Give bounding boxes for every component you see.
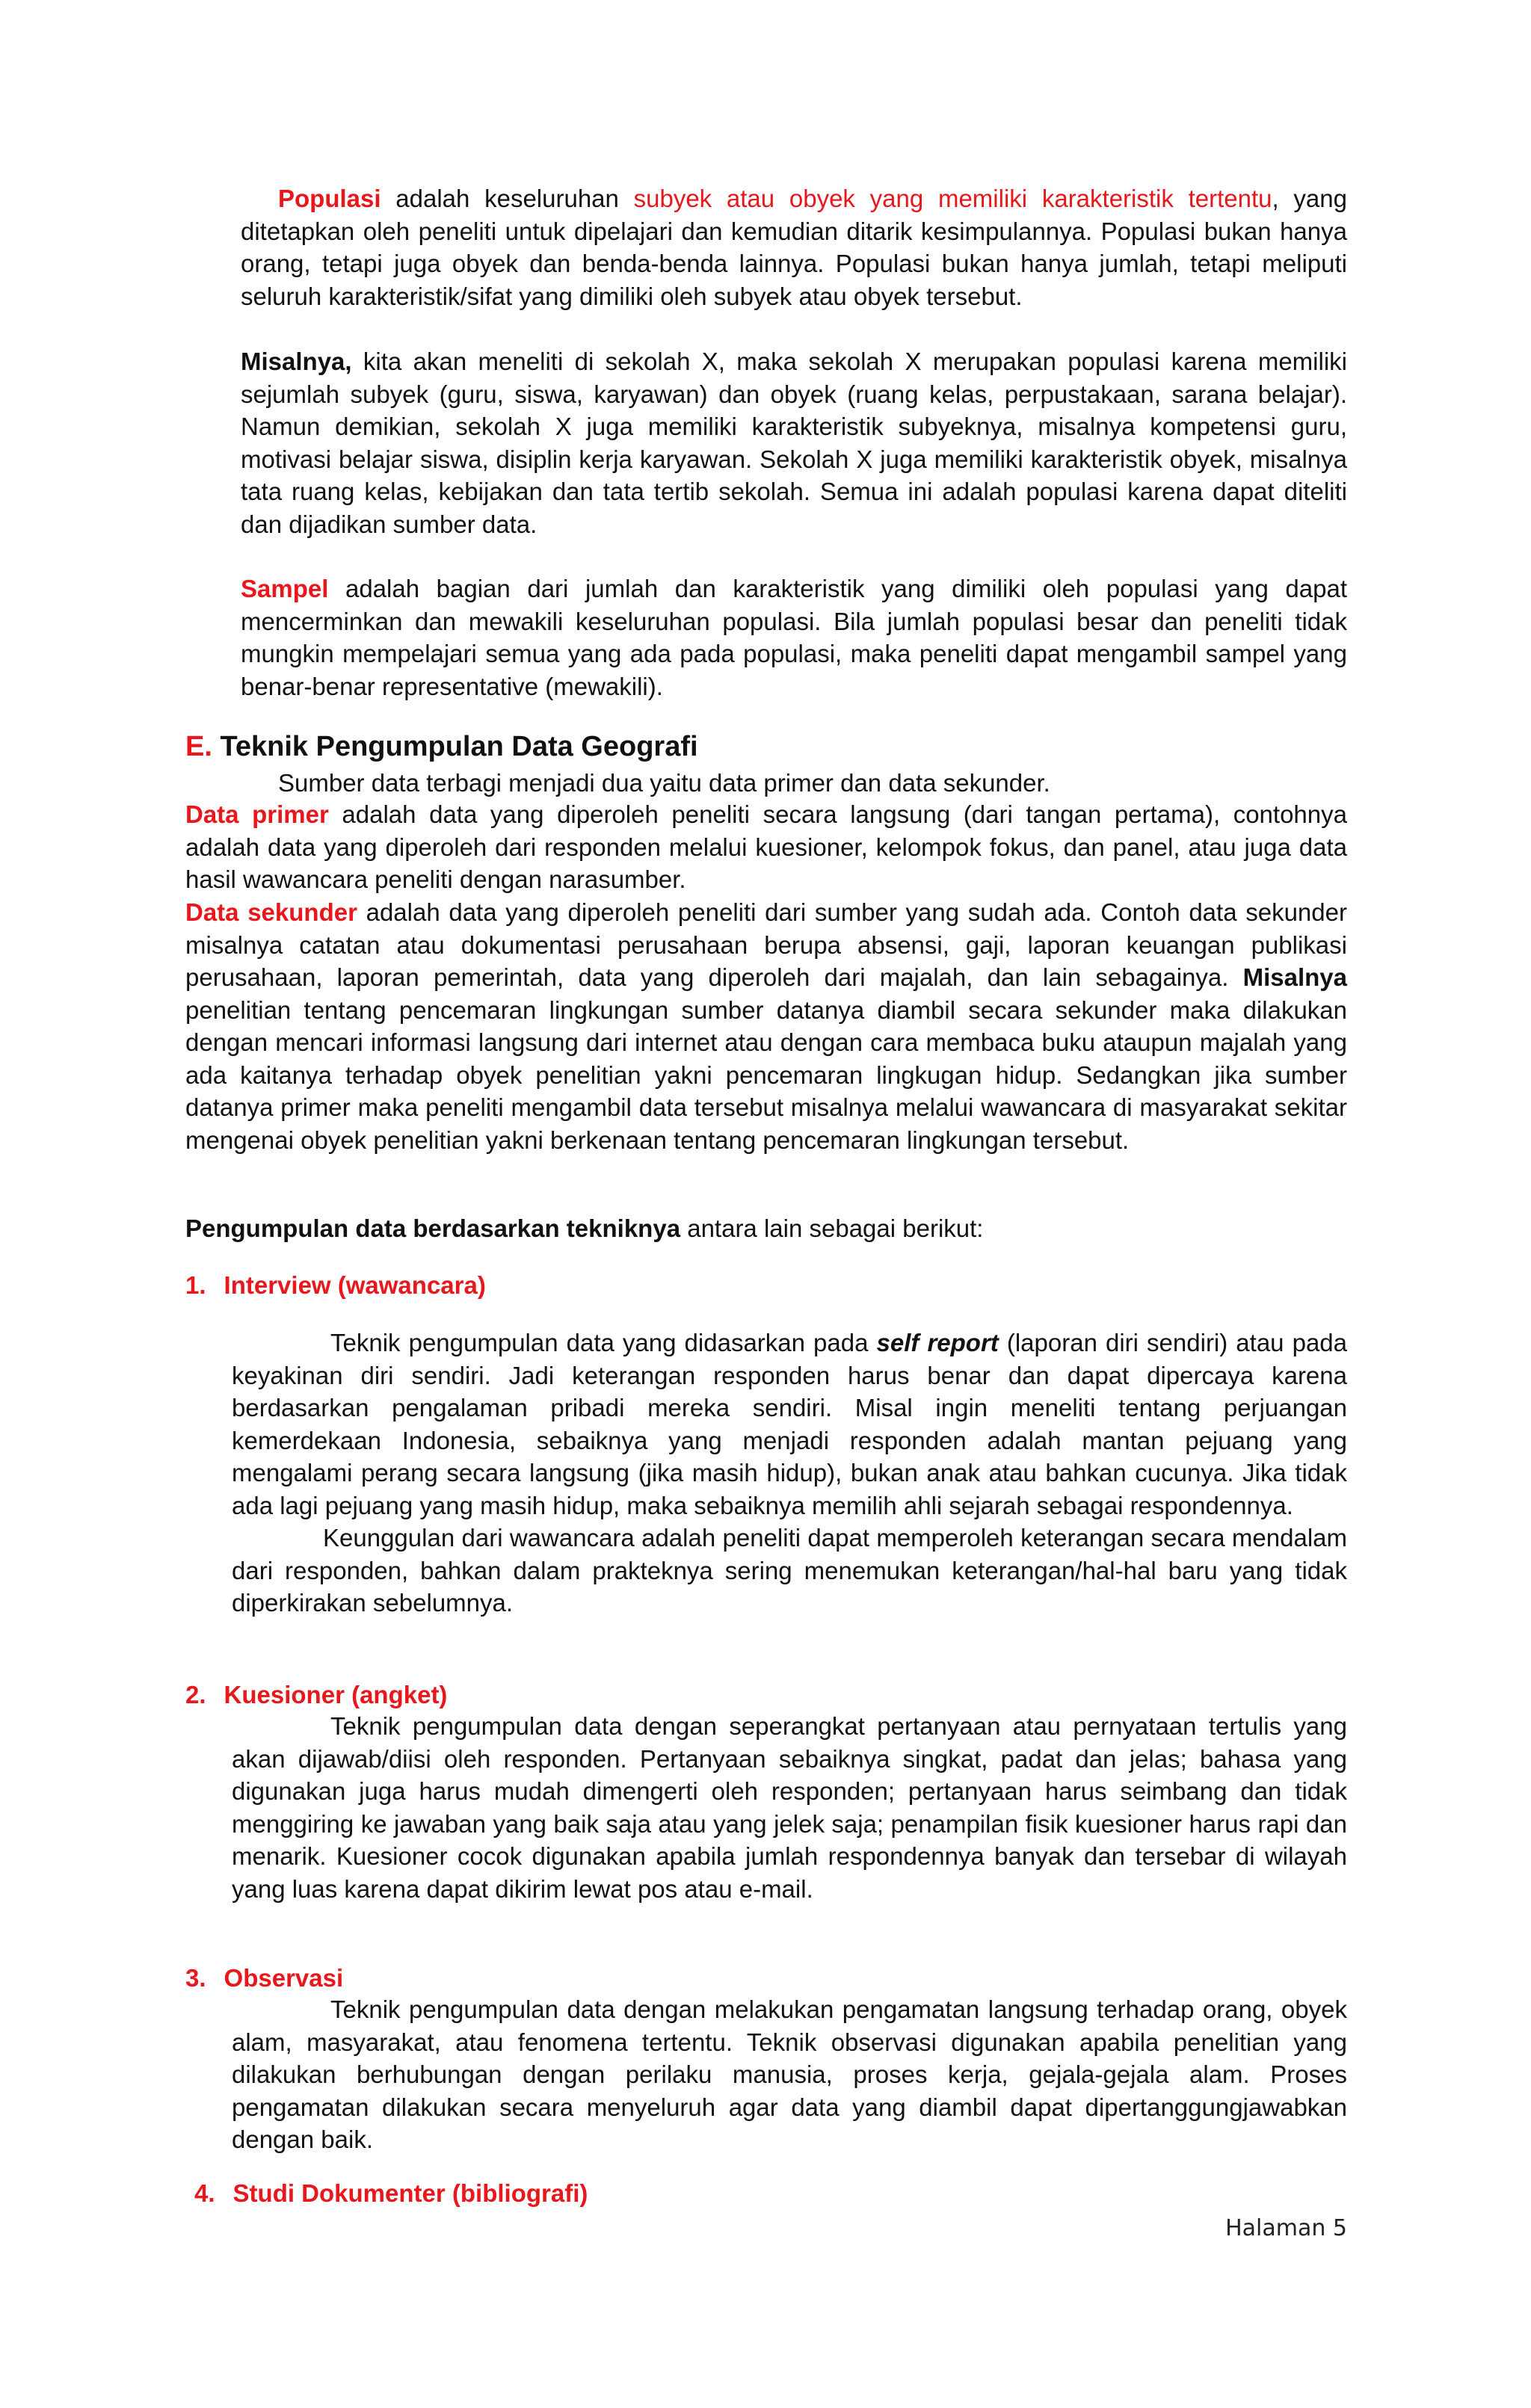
sumber-line: Sumber data terbagi menjadi dua yaitu data primer dan data sekunder. [278, 769, 1050, 797]
section-title: Teknik Pengumpulan Data Geografi [212, 731, 698, 762]
sampel-paragraph: Sampel adalah bagian dari jumlah dan karakteristik yang dimiliki oleh populasi yang dapat mencerminkan dan mewakili keseluruhan populasi. Bila jumlah populasi besar dan peneliti tidak mungkin mempelajari semua yang ada pada populasi, maka peneliti dapat mengambil sampel yang benar-benar representative (mewakili). [241, 575, 1347, 700]
misalnya-paragraph: Misalnya, kita akan meneliti di sekolah X, maka sekolah X merupakan populasi karena memiliki sejumlah subyek (guru, siswa, karyawan) dan obyek (ruang kelas, perpustakaan, sarana belajar). Namun demikian, sekolah X juga memiliki karakteristik subyeknya, misalnya kompetensi guru, motivasi belajar siswa, disiplin kerja karyawan. Sekolah X juga memiliki karakteristik obyek, misalnya tata ruang kelas, kebijakan dan tata tertib sekolah. Semua ini adalah populasi karena dapat diteliti dan dijadikan sumber data. [241, 348, 1347, 538]
populasi-term: Populasi [278, 185, 381, 212]
list-item-2-heading: 2. Kuesioner (angket) [185, 1681, 448, 1708]
page-number: Halaman 5 [1225, 2215, 1347, 2241]
section-e-heading: E. Teknik Pengumpulan Data Geografi [185, 731, 698, 762]
populasi-highlight: subyek atau obyek yang memiliki karakteristik tertentu [633, 185, 1272, 212]
self-report-emphasis: self report [876, 1329, 999, 1356]
list-item-1-heading: 1. Interview (wawancara) [185, 1271, 486, 1299]
populasi-paragraph: Populasi adalah keseluruhan subyek atau obyek yang memiliki karakteristik tertentu, yang ditetapkan oleh peneliti untuk dipelajari dan kemudian ditarik kesimpulannya. Populasi bukan hanya orang, tetapi juga obyek dan benda-benda lainnya. Populasi bukan hanya jumlah, tetapi meliputi seluruh karakteristik/sifat yang dimiliki oleh subyek atau obyek tersebut. [241, 185, 1347, 310]
sekunder-misalnya: Misalnya [1242, 963, 1347, 991]
list-item-2-body: Teknik pengumpulan data dengan seperangkat pertanyaan atau pernyataan tertulis yang akan dijawab/diisi oleh responden. Pertanyaan sebaiknya singkat, padat dan jelas; bahasa yang digunakan juga harus mudah dimengerti oleh responden; pertanyaan harus seimbang dan tidak menggiring ke jawaban yang baik saja atau yang jelek saja; penampilan fisik kuesioner harus rapi dan menarik. Kuesioner cocok digunakan apabila jumlah respondennya banyak dan tersebar di wilayah yang luas karena dapat dikirim lewat pos atau e-mail. [232, 1712, 1347, 1903]
list-item-1-body: Teknik pengumpulan data yang didasarkan pada self report (laporan diri sendiri) atau pada keyakinan diri sendiri. Jadi keterangan responden harus benar dan dapat dipercaya karena berdasarkan pengalaman pribadi mereka sendiri. Misal ingin meneliti tentang perjuangan kemerdekaan Indonesia, sebaiknya yang menjadi responden adalah mantan pejuang yang mengalami perang secara langsung (jika masih hidup), bukan anak atau bahkan cucunya. Jika tidak ada lagi pejuang yang masih hidup, maka sebaiknya memilih ahli sejarah sebagai respondennya. Keunggulan dari wawancara adalah peneliti dapat memperoleh keterangan secara mendalam dari responden, bahkan dalam prakteknya sering menemukan keterangan/hal-hal baru yang tidak diperkirakan sebelumnya. [232, 1329, 1348, 1617]
misalnya-lead: Misalnya, [241, 348, 352, 375]
list-item-3-body: Teknik pengumpulan data dengan melakukan pengamatan langsung terhadap orang, obyek alam, masyarakat, atau fenomena tertentu. Teknik observasi digunakan apabila penelitian yang dilakukan berhubungan dengan perilaku manusia, proses kerja, gejala-gejala alam. Proses pengamatan dilakukan secara menyeluruh agar data yang diambil dapat dipertanggungjawabkan dengan baik. [232, 1995, 1347, 2153]
primer-term: Data primer [185, 800, 329, 828]
data-primer-paragraph: Data primer adalah data yang diperoleh peneliti secara langsung (dari tangan pertama), contohnya adalah data yang diperoleh dari responden melalui kuesioner, kelompok fokus, dan panel, atau juga data hasil wawancara peneliti dengan narasumber. [185, 800, 1347, 893]
list-item-4-heading: 4. Studi Dokumenter (bibliografi) [194, 2179, 588, 2207]
list-item-3-heading: 3. Observasi [185, 1964, 344, 1992]
sampel-term: Sampel [241, 575, 329, 602]
pengumpulan-line: Pengumpulan data berdasarkan tekniknya antara lain sebagai berikut: [185, 1214, 984, 1242]
section-letter: E [185, 731, 205, 762]
data-sekunder-paragraph: Data sekunder adalah data yang diperoleh peneliti dari sumber yang sudah ada. Contoh data sekunder misalnya catatan atau dokumentasi perusahaan berupa absensi, gaji, laporan keuangan publikasi perusahaan, laporan pemerintah, data yang diperoleh dari majalah, dan lain sebagainya. Misalnya penelitian tentang pencemaran lingkungan sumber datanya diambil secara sekunder maka dilakukan dengan mencari informasi langsung dari internet atau dengan cara membaca buku ataupun majalah yang ada kaitanya terhadap obyek penelitian yakni pencemaran lingkugan hidup. Sedangkan jika sumber datanya primer maka peneliti mengambil data tersebut misalnya melalui wawancara di masyarakat sekitar mengenai obyek penelitian yakni berkenaan tentang pencemaran lingkungan tersebut. [185, 898, 1347, 1154]
sekunder-term: Data sekunder [185, 898, 357, 926]
